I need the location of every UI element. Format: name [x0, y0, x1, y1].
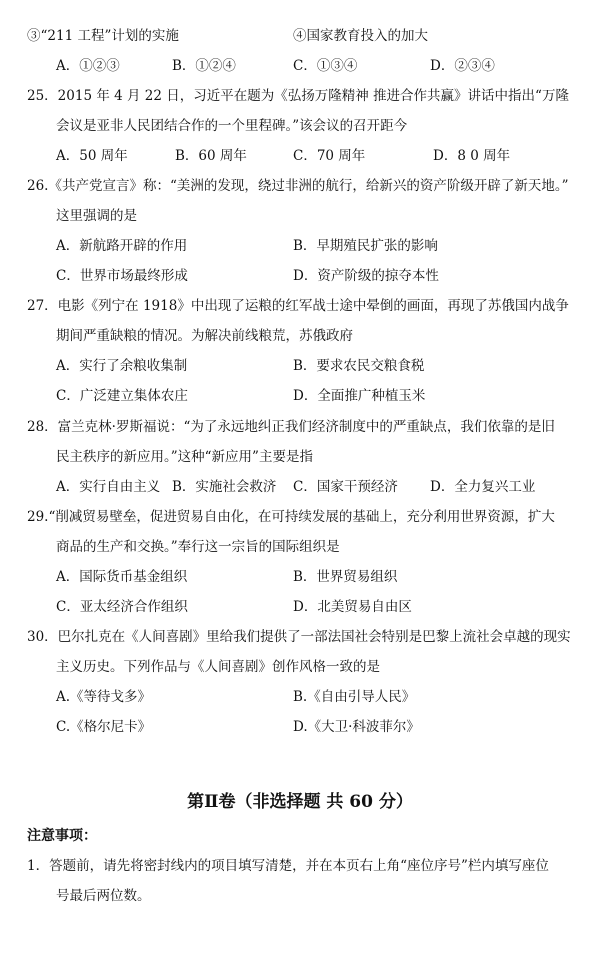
q28-option-c: C．国家干预经济	[293, 479, 398, 495]
q27-stem-line-2: 期间严重缺粮的情况。为解决前线粮荒，苏俄政府	[56, 328, 353, 344]
q26-option-d: D．资产阶级的掠夺本性	[293, 268, 439, 284]
q27-stem-line-1: 27．电影《列宁在 1918》中出现了运粮的红军战士途中晕倒的画面，再现了苏俄国内战争	[27, 298, 569, 314]
q29-option-b: B．世界贸易组织	[293, 569, 398, 585]
q28-option-d: D．全力复兴工业	[430, 479, 536, 495]
q30-stem-line-1: 30．巴尔扎克在《人间喜剧》里给我们提供了一部法国社会特别是巴黎上流社会卓越的现实	[27, 629, 571, 645]
q30-option-d: D.《大卫·科波菲尔》	[293, 719, 420, 735]
q27-option-c: C．广泛建立集体农庄	[56, 388, 188, 404]
note-1-line-1: 1．答题前，请先将密封线内的项目填写清楚，并在本页右上角“座位序号”栏内填写座位	[27, 858, 549, 874]
q29-option-a: A．国际货币基金组织	[56, 569, 188, 585]
q25-option-b: B．60 周年	[175, 148, 247, 164]
q25-option-c: C．70 周年	[293, 148, 366, 164]
q28-stem-line-1: 28．富兰克林·罗斯福说：“为了永远地纠正我们经济制度中的严重缺点，我们依靠的是旧	[27, 419, 555, 435]
q24-item-3: ③“211 工程”计划的实施	[27, 28, 179, 44]
q26-stem-line-2: 这里强调的是	[56, 208, 137, 224]
q27-option-b: B．要求农民交粮食税	[293, 358, 425, 374]
q30-option-a: A.《等待戈多》	[56, 689, 152, 705]
q27-option-a: A．实行了余粮收集制	[56, 358, 188, 374]
q25-option-d: D．8 0 周年	[433, 148, 511, 164]
q26-option-b: B．早期殖民扩张的影响	[293, 238, 438, 254]
q27-option-d: D．全面推广种植玉米	[293, 388, 426, 404]
q26-option-a: A．新航路开辟的作用	[56, 238, 188, 254]
section-2-title: 第Ⅱ卷（非选择题 共 60 分）	[187, 792, 413, 812]
q28-option-b: B．实施社会救济	[172, 479, 277, 495]
q29-stem-line-1: 29.“削减贸易壁垒，促进贸易自由化，在可持续发展的基础上，充分利用世界资源，扩大	[27, 509, 555, 525]
q24-option-d: D．②③④	[430, 58, 495, 74]
q28-stem-line-2: 民主秩序的新应用。”这种“新应用”主要是指	[56, 449, 313, 465]
q24-option-b: B．①②④	[172, 58, 236, 74]
q25-option-a: A．50 周年	[56, 148, 128, 164]
q24-option-c: C．①③④	[293, 58, 358, 74]
q29-option-d: D．北美贸易自由区	[293, 599, 412, 615]
q30-option-c: C.《格尔尼卡》	[56, 719, 152, 735]
q30-option-b: B.《自由引导人民》	[293, 689, 416, 705]
q29-stem-line-2: 商品的生产和交换。”奉行这一宗旨的国际组织是	[56, 539, 340, 555]
q25-stem-line-2: 会议是亚非人民团结合作的一个里程碑。”该会议的召开距今	[56, 118, 408, 134]
note-1-line-2: 号最后两位数。	[56, 888, 151, 904]
q29-option-c: C．亚太经济合作组织	[56, 599, 188, 615]
q24-option-a: A．①②③	[56, 58, 120, 74]
notice-heading: 注意事项：	[27, 828, 97, 844]
q26-stem-line-1: 26.《共产党宣言》称：“美洲的发现，绕过非洲的航行，给新兴的资产阶级开辟了新天地。”	[27, 178, 569, 194]
q30-stem-line-2: 主义历史。下列作品与《人间喜剧》创作风格一致的是	[56, 659, 380, 675]
q25-stem-line-1: 25．2015 年 4 月 22 日，习近平在题为《弘扬万隆精神 推进合作共赢》讲话中指出“万隆	[27, 88, 569, 104]
q28-option-a: A．实行自由主义	[56, 479, 161, 495]
q24-item-4: ④国家教育投入的加大	[293, 28, 428, 44]
q26-option-c: C．世界市场最终形成	[56, 268, 188, 284]
